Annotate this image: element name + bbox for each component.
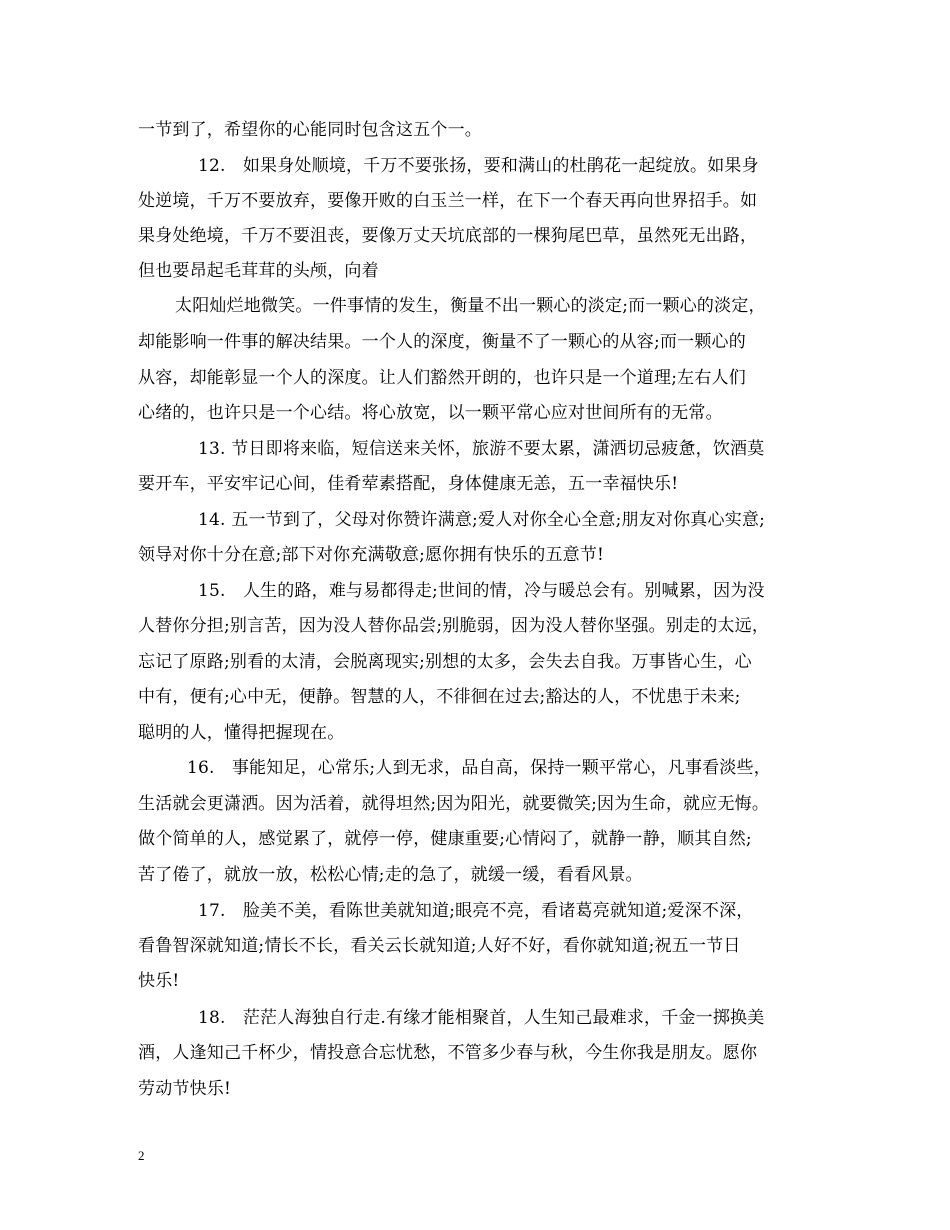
text-line: 15. 人生的路，难与易都得走;世间的情，冷与暖总会有。别喊累，因为没 (198, 581, 765, 601)
text-line: 12. 如果身处顺境，千万不要张扬，要和满山的杜鹃花一起绽放。如果身 (198, 156, 759, 176)
text-line: 劳动节快乐! (138, 1079, 232, 1099)
text-line: 处逆境，千万不要放弃，要像开败的白玉兰一样，在下一个春天再向世界招手。如 (138, 191, 758, 211)
text-line: 13. 节日即将来临，短信送来关怀，旅游不要太累，潇洒切忌疲惫，饮酒莫 (198, 439, 765, 459)
text-line: 从容，却能彰显一个人的深度。让人们豁然开朗的，也许只是一个道理;左右人们 (138, 368, 746, 388)
text-line: 14. 五一节到了，父母对你赞许满意;爱人对你全心全意;朋友对你真心实意; (198, 510, 766, 530)
text-line: 快乐! (138, 971, 180, 991)
text-line: 领导对你十分在意;部下对你充满敬意;愿你拥有快乐的五意节! (138, 545, 605, 565)
text-line: 人替你分担;别言苦，因为没人替你品尝;别脆弱，因为没人替你坚强。别走的太远， (138, 616, 770, 636)
text-line: 18. 茫茫人海独自行走.有缘才能相聚首，人生知己最难求，千金一掷换美 (198, 1008, 765, 1028)
text-line: 苦了倦了，就放一放，松松心情;走的急了，就缓一缓，看看风景。 (138, 865, 643, 885)
text-line: 却能影响一件事的解决结果。一个人的深度，衡量不了一颗心的从容;而一颗心的 (138, 332, 746, 352)
text-line: 17. 脸美不美，看陈世美就知道;眼亮不亮，看诸葛亮就知道;爱深不深， (198, 901, 754, 921)
page-number: 2 (138, 1148, 145, 1163)
text-line: 聪明的人，懂得把握现在。 (138, 723, 345, 743)
text-line: 16. 事能知足，心常乐;人到无求，品自高，保持一颗平常心，凡事看淡些， (187, 758, 771, 778)
text-line: 酒，人逢知己千杯少，情投意合忘忧愁，不管多少春与秋，今生你我是朋友。愿你 (138, 1043, 758, 1063)
text-line: 心绪的，也许只是一个心结。将心放宽，以一颗平常心应对世间所有的无常。 (138, 403, 723, 423)
text-line: 一节到了，希望你的心能同时包含这五个一。 (138, 120, 482, 140)
text-line: 但也要昂起毛茸茸的头颅，向着 (138, 261, 379, 281)
text-line: 忘记了原路;别看的太清，会脱离现实;别想的太多，会失去自我。万事皆心生，心 (138, 652, 752, 672)
text-line: 看鲁智深就知道;情长不长，看关云长就知道;人好不好，看你就知道;祝五一节日 (138, 936, 741, 956)
text-line: 要开车，平安牢记心间，佳肴荤素搭配，身体健康无恙，五一幸福快乐! (138, 474, 679, 494)
text-line: 生活就会更潇洒。因为活着，就得坦然;因为阳光，就要微笑;因为生命，就应无悔。 (138, 794, 770, 814)
text-line: 果身处绝境，千万不要沮丧，要像万丈天坑底部的一棵狗尾巴草，虽然死无出路， (138, 226, 758, 246)
text-line: 中有，便有;心中无，便静。智慧的人，不徘徊在过去;豁达的人，不忧患于未来; (138, 687, 741, 707)
text-line: 太阳灿烂地微笑。一件事情的发生，衡量不出一颗心的淡定;而一颗心的淡定， (175, 296, 766, 316)
text-line: 做个简单的人，感觉累了，就停一停，健康重要;心情闷了，就静一静，顺其自然; (138, 829, 752, 849)
